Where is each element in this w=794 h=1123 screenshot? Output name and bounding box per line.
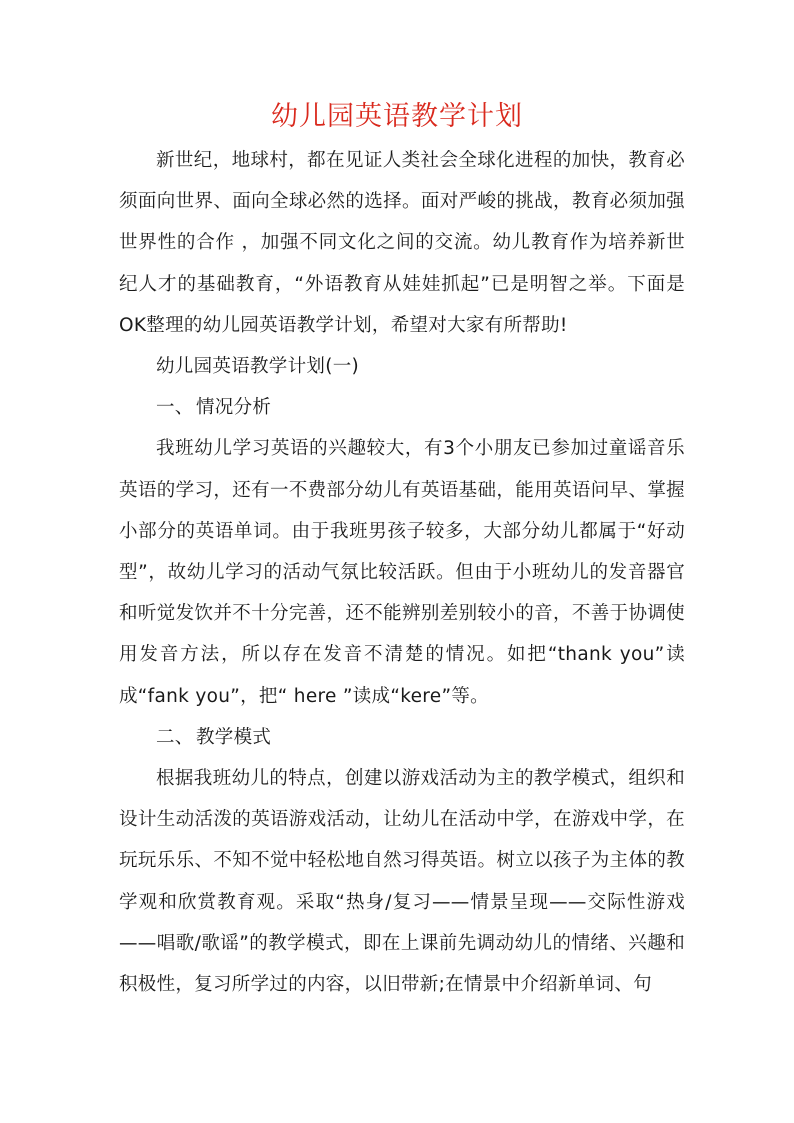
section-number: 二、 (156, 726, 194, 748)
document-body (119, 140, 685, 1005)
section-heading-label: 情况分析 (196, 397, 272, 419)
section-heading-label: 教学模式 (196, 726, 272, 748)
section-heading-situation (119, 387, 685, 428)
section-heading-teaching-mode (119, 717, 685, 758)
plan-title: 幼儿园英语教学计划(一) (156, 356, 360, 378)
document-title: 幼儿园英语教学计划 (271, 101, 523, 132)
teaching-mode-paragraph: 根据我班幼儿的特点，创建以游戏活动为主的教学模式，组织和设计生动活泼的英语游戏活动，让幼儿在活动中学，在游戏中学，在玩玩乐乐、不知不觉中轻松地自然习得英语。树立以孩子为主体的教学观和欣赏教育观。采取“热身/复习——情景呈现——交际性游戏——唱歌/歌谣”的教学模式，即在上课前先调动幼儿的情绪、兴趣和积极性，复习所学过的内容，以旧带新;在情景中介绍新单词、句 (119, 768, 685, 996)
section-number: 一、 (156, 397, 194, 419)
situation-paragraph: 我班幼儿学习英语的兴趣较大，有3个小朋友已参加过童谣音乐英语的学习，还有一不费部分幼儿有英语基础，能用英语问早、掌握小部分的英语单词。由于我班男孩子较多，大部分幼儿都属于“好动型”，故幼儿学习的活动气氛比较活跃。但由于小班幼儿的发音器官和听觉发饮并不十分完善，还不能辨别差别较小的音，不善于协调使用发音方法，所以存在发音不清楚的情况。如把“thank you”读成“fank you”，把“ here ”读成“kere”等。 (119, 438, 685, 707)
intro-paragraph: 新世纪，地球村，都在见证人类社会全球化进程的加快，教育必须面向世界、面向全球必然的选择。面对严峻的挑战，教育必须加强世界性的合作 ，加强不同文化之间的交流。幼儿教育作为培养新世纪人才的基础教育，“外语教育从娃娃抓起”已是明智之举。下面是OK整理的幼儿园英语教学计划，希望对大家有所帮助! (119, 150, 685, 336)
